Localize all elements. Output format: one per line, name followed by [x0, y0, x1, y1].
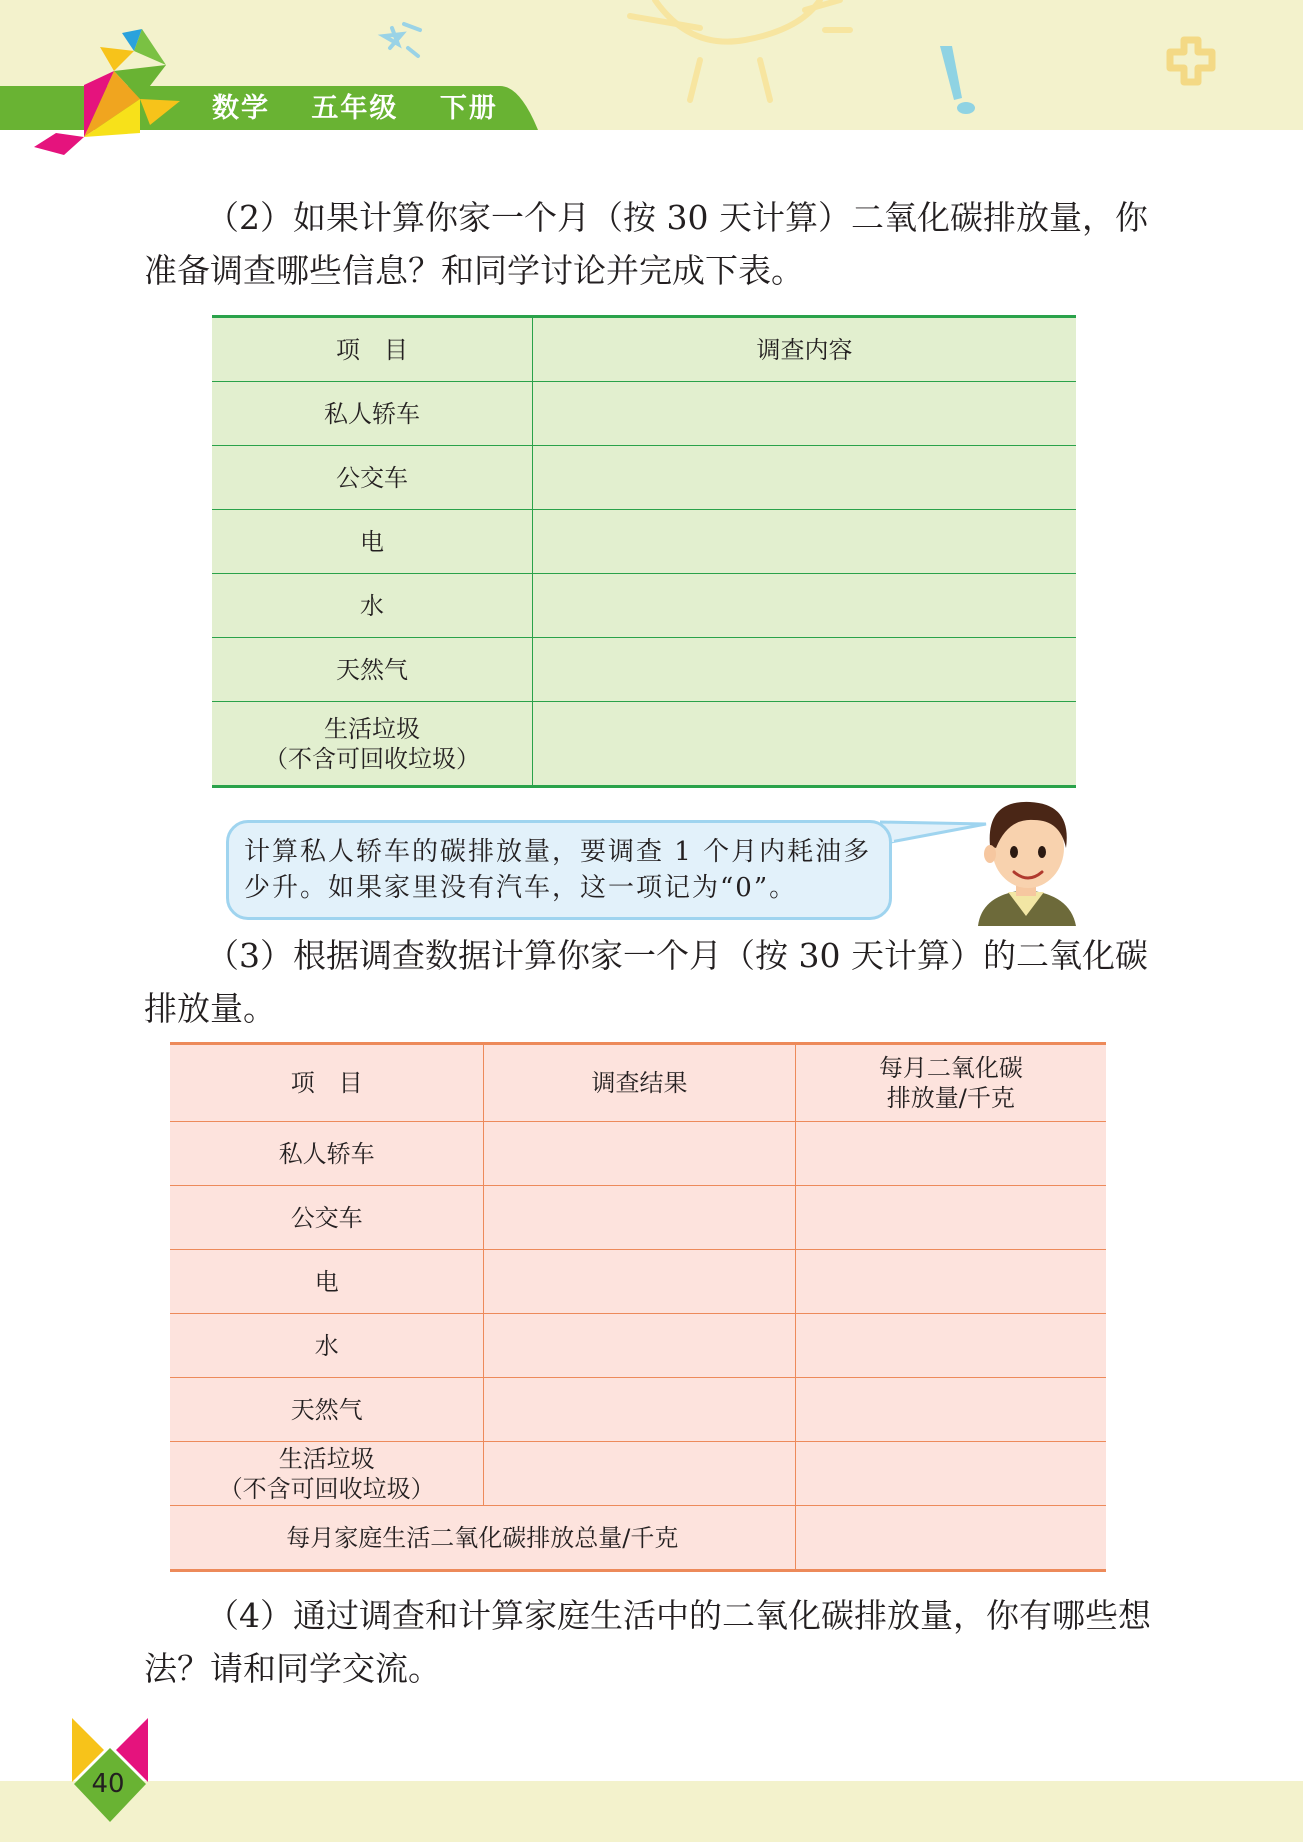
page-number: 40: [91, 1769, 125, 1799]
header-emission-line2: 排放量/千克: [886, 1084, 1015, 1112]
table-row: [212, 574, 1076, 638]
table-row: [170, 1314, 1106, 1378]
bottom-band: [0, 1781, 1303, 1842]
plus-doodle-icon: [1170, 40, 1212, 82]
section3-text: （3）根据调查数据计算你家一个月（按 30 天计算）的二氧化碳排放量。: [144, 936, 1148, 1028]
emission-calculation-table: [170, 1042, 1106, 1572]
exclamation-doodle-icon: [940, 46, 975, 114]
garbage-line2: （不含可回收垃圾）: [264, 744, 480, 773]
table-total-row: [170, 1506, 1106, 1571]
row-label-bus: 公交车: [212, 446, 533, 510]
section2-text: （2）如果计算你家一个月（按 30 天计算）二氧化碳排放量，你准备调查哪些信息？和同学讨论并完成下表。: [144, 198, 1148, 290]
header-subject: 数学: [212, 93, 270, 124]
content-cell-garbage[interactable]: [533, 702, 1077, 787]
table-row: [170, 1186, 1106, 1250]
content-cell-gas[interactable]: [533, 638, 1077, 702]
content-cell-bus[interactable]: [533, 446, 1077, 510]
total-emission-cell[interactable]: [795, 1506, 1106, 1571]
speech-bubble-text: 计算私人轿车的碳排放量，要调查 1 个月内耗油多少升。如果家里没有汽车，这一项记为“0”。: [244, 837, 872, 903]
table-row: [170, 1122, 1106, 1186]
header-result: 调查结果: [484, 1044, 795, 1122]
table-row: [212, 638, 1076, 702]
table-row: [170, 1250, 1106, 1314]
garbage-line1: 生活垃圾: [278, 1444, 375, 1473]
result-cell-garbage[interactable]: [484, 1442, 795, 1506]
table-row: [212, 382, 1076, 446]
table-row: [212, 510, 1076, 574]
table-row: [170, 1442, 1106, 1506]
emission-cell-garbage[interactable]: [795, 1442, 1106, 1506]
header-volume: 下册: [439, 93, 498, 124]
star-doodle-icon: [384, 24, 420, 56]
header-title: [212, 91, 528, 127]
header-content: 调查内容: [533, 317, 1077, 382]
row-label-electricity: 电: [212, 510, 533, 574]
row-label-bus: 公交车: [170, 1186, 484, 1250]
row-label-water: 水: [170, 1314, 484, 1378]
row-label-gas: 天然气: [170, 1378, 484, 1442]
header-grade: 五年级: [311, 93, 399, 124]
header-emission: [795, 1044, 1106, 1122]
row-label-garbage: [170, 1442, 484, 1506]
sun-doodle-icon: [630, 0, 850, 100]
content-cell-water[interactable]: [533, 574, 1077, 638]
section4-text: （4）通过调查和计算家庭生活中的二氧化碳排放量，你有哪些想法？请和同学交流。: [144, 1596, 1151, 1688]
header-item: 项 目: [170, 1044, 484, 1122]
result-cell-water[interactable]: [484, 1314, 795, 1378]
result-cell-bus[interactable]: [484, 1186, 795, 1250]
result-cell-car[interactable]: [484, 1122, 795, 1186]
table-header-row: [212, 317, 1076, 382]
table-row: [212, 446, 1076, 510]
garbage-line1: 生活垃圾: [324, 714, 420, 743]
table-row: [170, 1378, 1106, 1442]
content-cell-electricity[interactable]: [533, 510, 1077, 574]
tangram-logo-icon: [30, 25, 190, 160]
emission-cell-gas[interactable]: [795, 1378, 1106, 1442]
emission-cell-water[interactable]: [795, 1314, 1106, 1378]
emission-cell-bus[interactable]: [795, 1186, 1106, 1250]
header-item: 项 目: [212, 317, 533, 382]
content-cell-car[interactable]: [533, 382, 1077, 446]
result-cell-gas[interactable]: [484, 1378, 795, 1442]
row-label-gas: 天然气: [212, 638, 533, 702]
row-label-electricity: 电: [170, 1250, 484, 1314]
emission-cell-car[interactable]: [795, 1122, 1106, 1186]
table-header-row: [170, 1044, 1106, 1122]
row-label-garbage: [212, 702, 533, 787]
survey-items-table: [212, 315, 1076, 788]
boy-avatar-icon: [968, 790, 1084, 926]
result-cell-electricity[interactable]: [484, 1250, 795, 1314]
row-label-car: 私人轿车: [170, 1122, 484, 1186]
emission-cell-electricity[interactable]: [795, 1250, 1106, 1314]
table-row: [212, 702, 1076, 787]
garbage-line2: （不含可回收垃圾）: [218, 1474, 435, 1503]
row-label-water: 水: [212, 574, 533, 638]
row-label-car: 私人轿车: [212, 382, 533, 446]
header-emission-line1: 每月二氧化碳: [878, 1054, 1023, 1082]
total-label: 每月家庭生活二氧化碳排放总量/千克: [170, 1506, 795, 1571]
